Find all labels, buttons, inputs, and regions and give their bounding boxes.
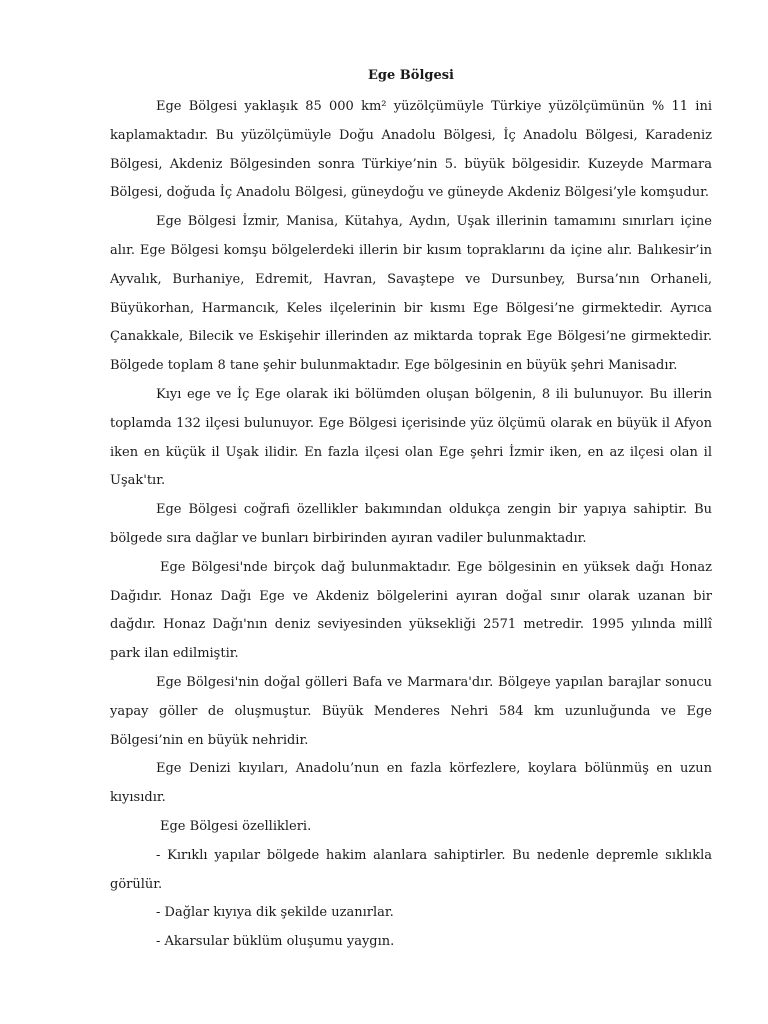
paragraph-mountains: Ege Bölgesi'nde birçok dağ bulunmaktadır. Ege bölgesinin en yüksek dağı Honaz Dağıdır. Honaz Dağı Ege ve Akdeniz bölgelerini ayıran doğal sınır olarak uzanan bir dağdır. Honaz Dağı'nın deniz seviyesinden yüksekliği 2571 metredir. 1995 yılında millî park ilan edilmiştir. bbox=[110, 559, 712, 662]
paragraph-area: Ege Bölgesi yaklaşık 85 000 km² yüzölçümüyle Türkiye yüzölçümünün % 11 ini kaplamaktadır. Bu yüzölçümüyle Doğu Anadolu Bölgesi, İç Anadolu Bölgesi, Karadeniz Bölgesi, Akdeniz Bölgesinden sonra Türkiye’nin 5. büyük bölgesidir. Kuzeyde Marmara Bölgesi, doğuda İç Anadolu Bölgesi, güneydoğu ve güneyde Akdeniz Bölgesi’yle komşudur. bbox=[110, 99, 712, 201]
feature-item: - Dağlar kıyıya dik şekilde uzanırlar. bbox=[156, 905, 394, 921]
features-heading: Ege Bölgesi özellikleri. bbox=[160, 818, 312, 834]
paragraph-provinces: Ege Bölgesi İzmir, Manisa, Kütahya, Aydın, Uşak illerinin tamamını sınırları içine alır. Ege Bölgesi komşu bölgelerdeki illerin bir kısım topraklarını da içine alır. Balıkesir’in Ayvalık, Burhaniye, Edremit, Havran, Savaştepe ve Dursunbey, Bursa’nın Orhaneli, Büyükorhan, Harmancık, Keles ilçelerinin bir kısmı Ege Bölgesi’ne girmektedir. Ayrıca Çanakkale, Bilecik ve Eskişehir illerinden az miktarda toprak Ege Bölgesi’ne girmektedir. Bölgede toplam 8 tane şehir bulunmaktadır. Ege bölgesinin en büyük şehri Manisadır. bbox=[110, 214, 712, 374]
document-title: Ege Bölgesi bbox=[367, 68, 454, 83]
feature-item: - Kırıklı yapılar bölgede hakim alanlara sahiptirler. Bu nedenle depremle sıklıkla görülür. bbox=[110, 847, 712, 892]
paragraph-districts: Kıyı ege ve İç Ege olarak iki bölümden oluşan bölgenin, 8 ili bulunuyor. Bu illerin toplamda 132 ilçesi bulunuyor. Ege Bölgesi içerisinde yüz ölçümü olarak en büyük il Afyon iken en küçük il Uşak ilidir. En fazla ilçesi olan Ege şehri İzmir iken, en az ilçesi olan il Uşak'tır. bbox=[110, 386, 712, 489]
paragraph-coast: Ege Denizi kıyıları, Anadolu’nun en fazla körfezlere, koylara bölünmüş en uzun kıyısıdır. bbox=[110, 761, 712, 806]
document-page bbox=[110, 66, 712, 957]
feature-item: - Akarsular büklüm oluşumu yaygın. bbox=[156, 934, 395, 950]
paragraph-geography: Ege Bölgesi coğrafi özellikler bakımından oldukça zengin bir yapıya sahiptir. Bu bölgede sıra dağlar ve bunları birbirinden ayıran vadiler bulunmaktadır. bbox=[110, 502, 712, 546]
paragraph-lakes-rivers: Ege Bölgesi'nin doğal gölleri Bafa ve Marmara'dır. Bölgeye yapılan barajlar sonucu yapay göller de oluşmuştur. Büyük Menderes Nehri 584 km uzunluğunda ve Ege Bölgesi’nin en büyük nehridir. bbox=[110, 674, 712, 748]
